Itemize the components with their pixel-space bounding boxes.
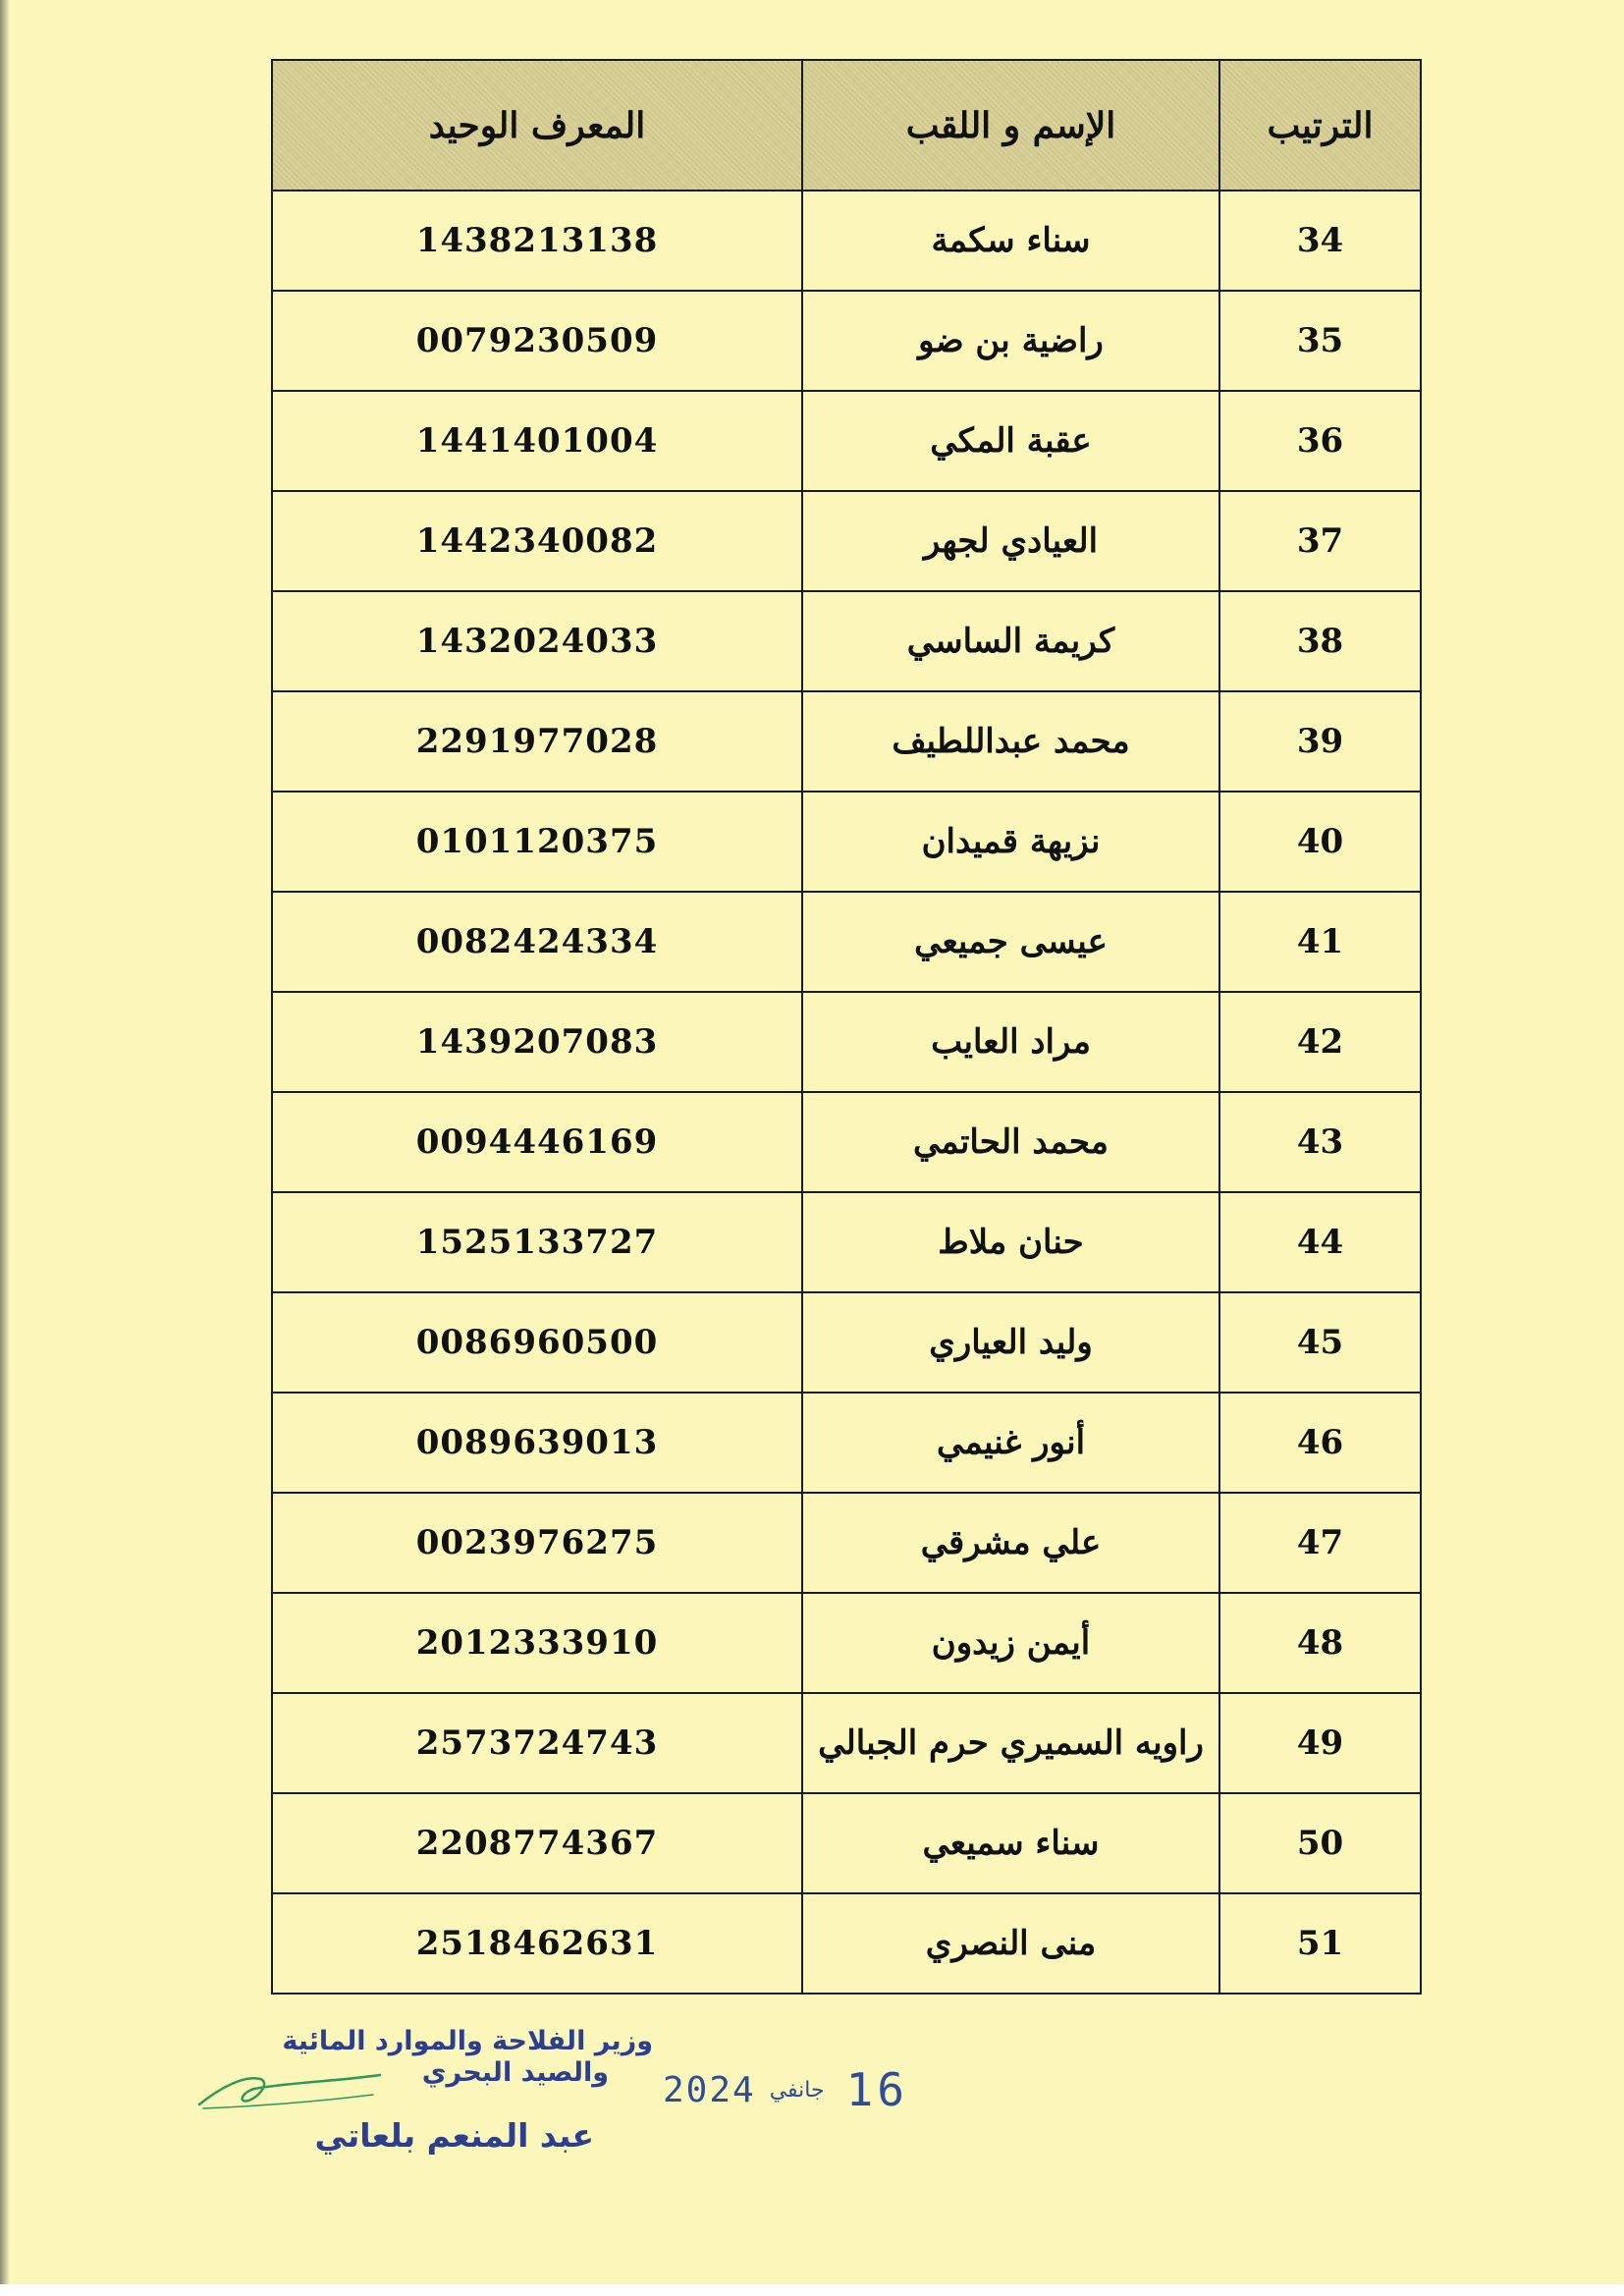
unique-id-cell: 1438213138 [272, 191, 802, 291]
table-row [272, 1292, 1421, 1393]
name-cell: محمد عبداللطيف [802, 691, 1219, 792]
table-row [272, 391, 1421, 491]
table-row [272, 1092, 1421, 1192]
table-row [272, 1593, 1421, 1693]
name-cell: راويه السميري حرم الجبالي [802, 1693, 1219, 1793]
unique-id-cell: 1441401004 [272, 391, 802, 491]
rank-cell: 50 [1219, 1793, 1421, 1893]
name-cell: سناء سكمة [802, 191, 1219, 291]
name-cell: سناء سميعي [802, 1793, 1219, 1893]
rank-cell: 37 [1219, 491, 1421, 591]
stamp-signatory-name: عبد المنعم بلعاتي [314, 2116, 594, 2155]
rank-cell: 44 [1219, 1192, 1421, 1292]
rank-cell: 38 [1219, 591, 1421, 691]
name-cell: علي مشرقي [802, 1493, 1219, 1593]
unique-id-cell: 0101120375 [272, 792, 802, 892]
unique-id-cell: 2573724743 [272, 1693, 802, 1793]
name-cell: العيادي لجهر [802, 491, 1219, 591]
name-cell: أنور غنيمي [802, 1393, 1219, 1493]
unique-id-cell: 2012333910 [272, 1593, 802, 1693]
table-row [272, 591, 1421, 691]
table-row [272, 1893, 1421, 1994]
date-day: 16 [845, 2063, 908, 2116]
table-row [272, 291, 1421, 391]
name-cell: كريمة الساسي [802, 591, 1219, 691]
rank-cell: 40 [1219, 792, 1421, 892]
unique-id-cell: 2291977028 [272, 691, 802, 792]
table-row [272, 892, 1421, 992]
date-year: 2024 [663, 2069, 756, 2110]
header-row [272, 60, 1421, 191]
name-cell: أيمن زيدون [802, 1593, 1219, 1693]
header-unique-id: المعرف الوحيد [272, 60, 802, 191]
rank-cell: 47 [1219, 1493, 1421, 1593]
header-rank: الترتيب [1219, 60, 1421, 191]
rank-cell: 48 [1219, 1593, 1421, 1693]
unique-id-cell: 1439207083 [272, 992, 802, 1092]
table-row [272, 191, 1421, 291]
unique-id-cell: 2518462631 [272, 1893, 802, 1994]
unique-id-cell: 1442340082 [272, 491, 802, 591]
page-edge-shadow [0, 0, 10, 2296]
handwritten-signature [191, 2057, 388, 2116]
table-row [272, 1393, 1421, 1493]
name-cell: عيسى جميعي [802, 892, 1219, 992]
rank-cell: 34 [1219, 191, 1421, 291]
unique-id-cell: 0023976275 [272, 1493, 802, 1593]
roster-body [272, 191, 1421, 1994]
unique-id-cell: 0089639013 [272, 1393, 802, 1493]
rank-cell: 46 [1219, 1393, 1421, 1493]
unique-id-cell: 2208774367 [272, 1793, 802, 1893]
stamp-title-line2: والصيد البحري [421, 2057, 609, 2088]
name-cell: مراد العايب [802, 992, 1219, 1092]
name-cell: وليد العياري [802, 1292, 1219, 1393]
table-row [272, 691, 1421, 792]
table-row [272, 1493, 1421, 1593]
name-cell: منى النصري [802, 1893, 1219, 1994]
table-row [272, 1192, 1421, 1292]
table-row [272, 1693, 1421, 1793]
unique-id-cell: 0082424334 [272, 892, 802, 992]
rank-cell: 43 [1219, 1092, 1421, 1192]
unique-id-cell: 0079230509 [272, 291, 802, 391]
unique-id-cell: 1432024033 [272, 591, 802, 691]
name-cell: حنان ملاط [802, 1192, 1219, 1292]
stamp-title-line1: وزير الفلاحة والموارد المائية [282, 2026, 653, 2056]
header-name: الإسم و اللقب [802, 60, 1219, 191]
unique-id-cell: 0086960500 [272, 1292, 802, 1393]
rank-cell: 41 [1219, 892, 1421, 992]
rank-cell: 36 [1219, 391, 1421, 491]
rank-cell: 39 [1219, 691, 1421, 792]
table-row [272, 1793, 1421, 1893]
unique-id-cell: 0094446169 [272, 1092, 802, 1192]
rank-cell: 35 [1219, 291, 1421, 391]
name-cell: عقبة المكي [802, 391, 1219, 491]
rank-cell: 49 [1219, 1693, 1421, 1793]
table-row [272, 792, 1421, 892]
name-cell: نزيهة قميدان [802, 792, 1219, 892]
roster-table [271, 59, 1422, 1995]
table-row [272, 491, 1421, 591]
rank-cell: 45 [1219, 1292, 1421, 1393]
table-row [272, 992, 1421, 1092]
scan-bottom-edge [0, 2284, 1624, 2296]
date-month: جانفي [769, 2077, 825, 2103]
date-stamp [663, 2060, 918, 2119]
name-cell: محمد الحاتمي [802, 1092, 1219, 1192]
rank-cell: 42 [1219, 992, 1421, 1092]
unique-id-cell: 1525133727 [272, 1192, 802, 1292]
rank-cell: 51 [1219, 1893, 1421, 1994]
name-cell: راضية بن ضو [802, 291, 1219, 391]
